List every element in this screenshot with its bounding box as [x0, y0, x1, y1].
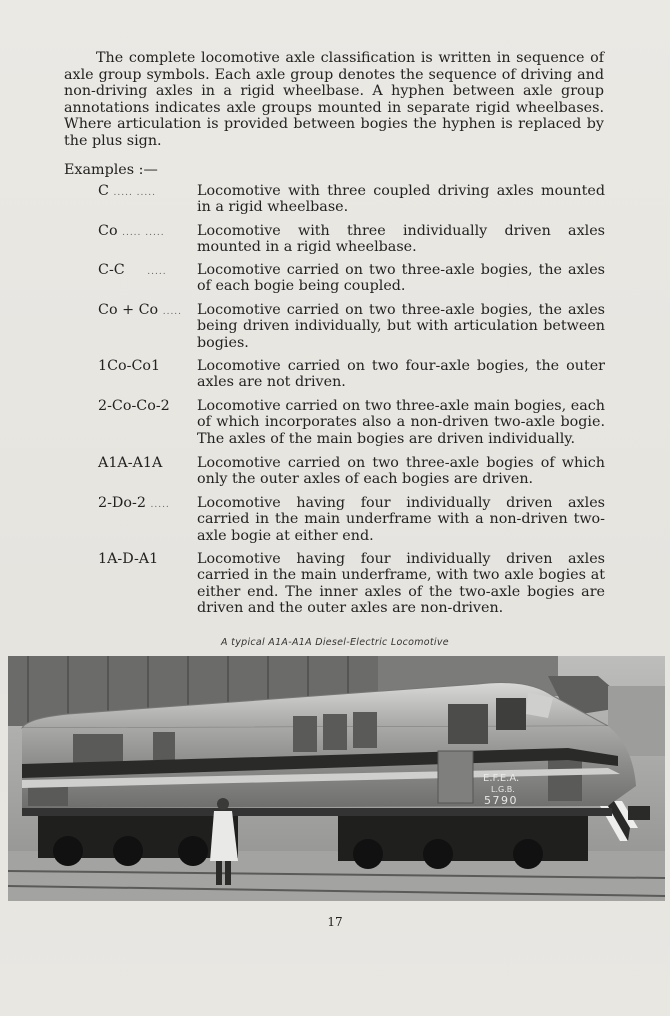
example-description: Locomotive carried on two three-axle bogies, the axles of each bogie being coupled.: [197, 262, 605, 295]
example-description: Locomotive carried on two three-axle bogies of which only the outer axles of each bogies are driven.: [197, 455, 605, 488]
example-code: 2-Co-Co-2: [98, 398, 170, 414]
example-description: Locomotive having four individually driven axles carried in the main underframe, with two axle bogies at either end. The inner axles of the two-axle bogies are driven and the outer axles are non-driven.: [197, 551, 605, 616]
loco-number: 5790: [484, 794, 518, 807]
example-code: Co + Co .....: [98, 302, 183, 318]
page-number: 17: [327, 915, 343, 929]
loco-marking-line1: E.F.E.A.: [483, 773, 520, 784]
example-code: A1A-A1A: [98, 455, 163, 471]
example-description: Locomotive having four individually driven axles carried in the main underframe with a non-driven two-axle bogie at either end.: [197, 495, 605, 544]
leader-dots: ..... .....: [122, 228, 165, 238]
example-code: C-C .....: [98, 262, 167, 278]
photo-caption: A typical A1A-A1A Diesel-Electric Locomotive: [221, 637, 449, 648]
loco-marking-line2: L.G.B.: [491, 785, 515, 794]
example-code: Co ..... .....: [98, 223, 165, 239]
examples-heading: Examples :—: [64, 162, 158, 178]
locomotive-photo: [8, 656, 665, 901]
leader-dots: .....: [150, 500, 170, 510]
leader-dots: .....: [147, 267, 167, 277]
example-description: Locomotive carried on two four-axle bogies, the outer axles are not driven.: [197, 358, 605, 391]
example-description: Locomotive carried on two three-axle main bogies, each of which incorporates also a non-driven two-axle bogie. The axles of the main bogies are driven individually.: [197, 398, 605, 447]
example-code: 1Co-Co1: [98, 358, 161, 374]
leader-dots: ..... .....: [113, 188, 156, 198]
example-code: 2-Do-2 .....: [98, 495, 170, 511]
example-description: Locomotive with three coupled driving axles mounted in a rigid wheelbase.: [197, 183, 605, 216]
locomotive-illustration: [8, 656, 665, 901]
intro-paragraph: The complete locomotive axle classification is written in sequence of axle group symbols. Each axle group denotes the sequence of driving and non-driving axles in a rigid wheelbase. A hyphen between axle group annotations indicates axle groups mounted in separate rigid wheelbases. Where articulation is provided between bogies the hyphen is replaced by the plus sign.: [64, 50, 604, 149]
example-description: Locomotive with three individually driven axles mounted in a rigid wheelbase.: [197, 223, 605, 256]
example-code: C ..... .....: [98, 183, 156, 199]
example-description: Locomotive carried on two three-axle bogies, the axles being driven individually, but with articulation between bogies.: [197, 302, 605, 351]
example-code: 1A-D-A1: [98, 551, 159, 567]
leader-dots: .....: [162, 307, 183, 317]
